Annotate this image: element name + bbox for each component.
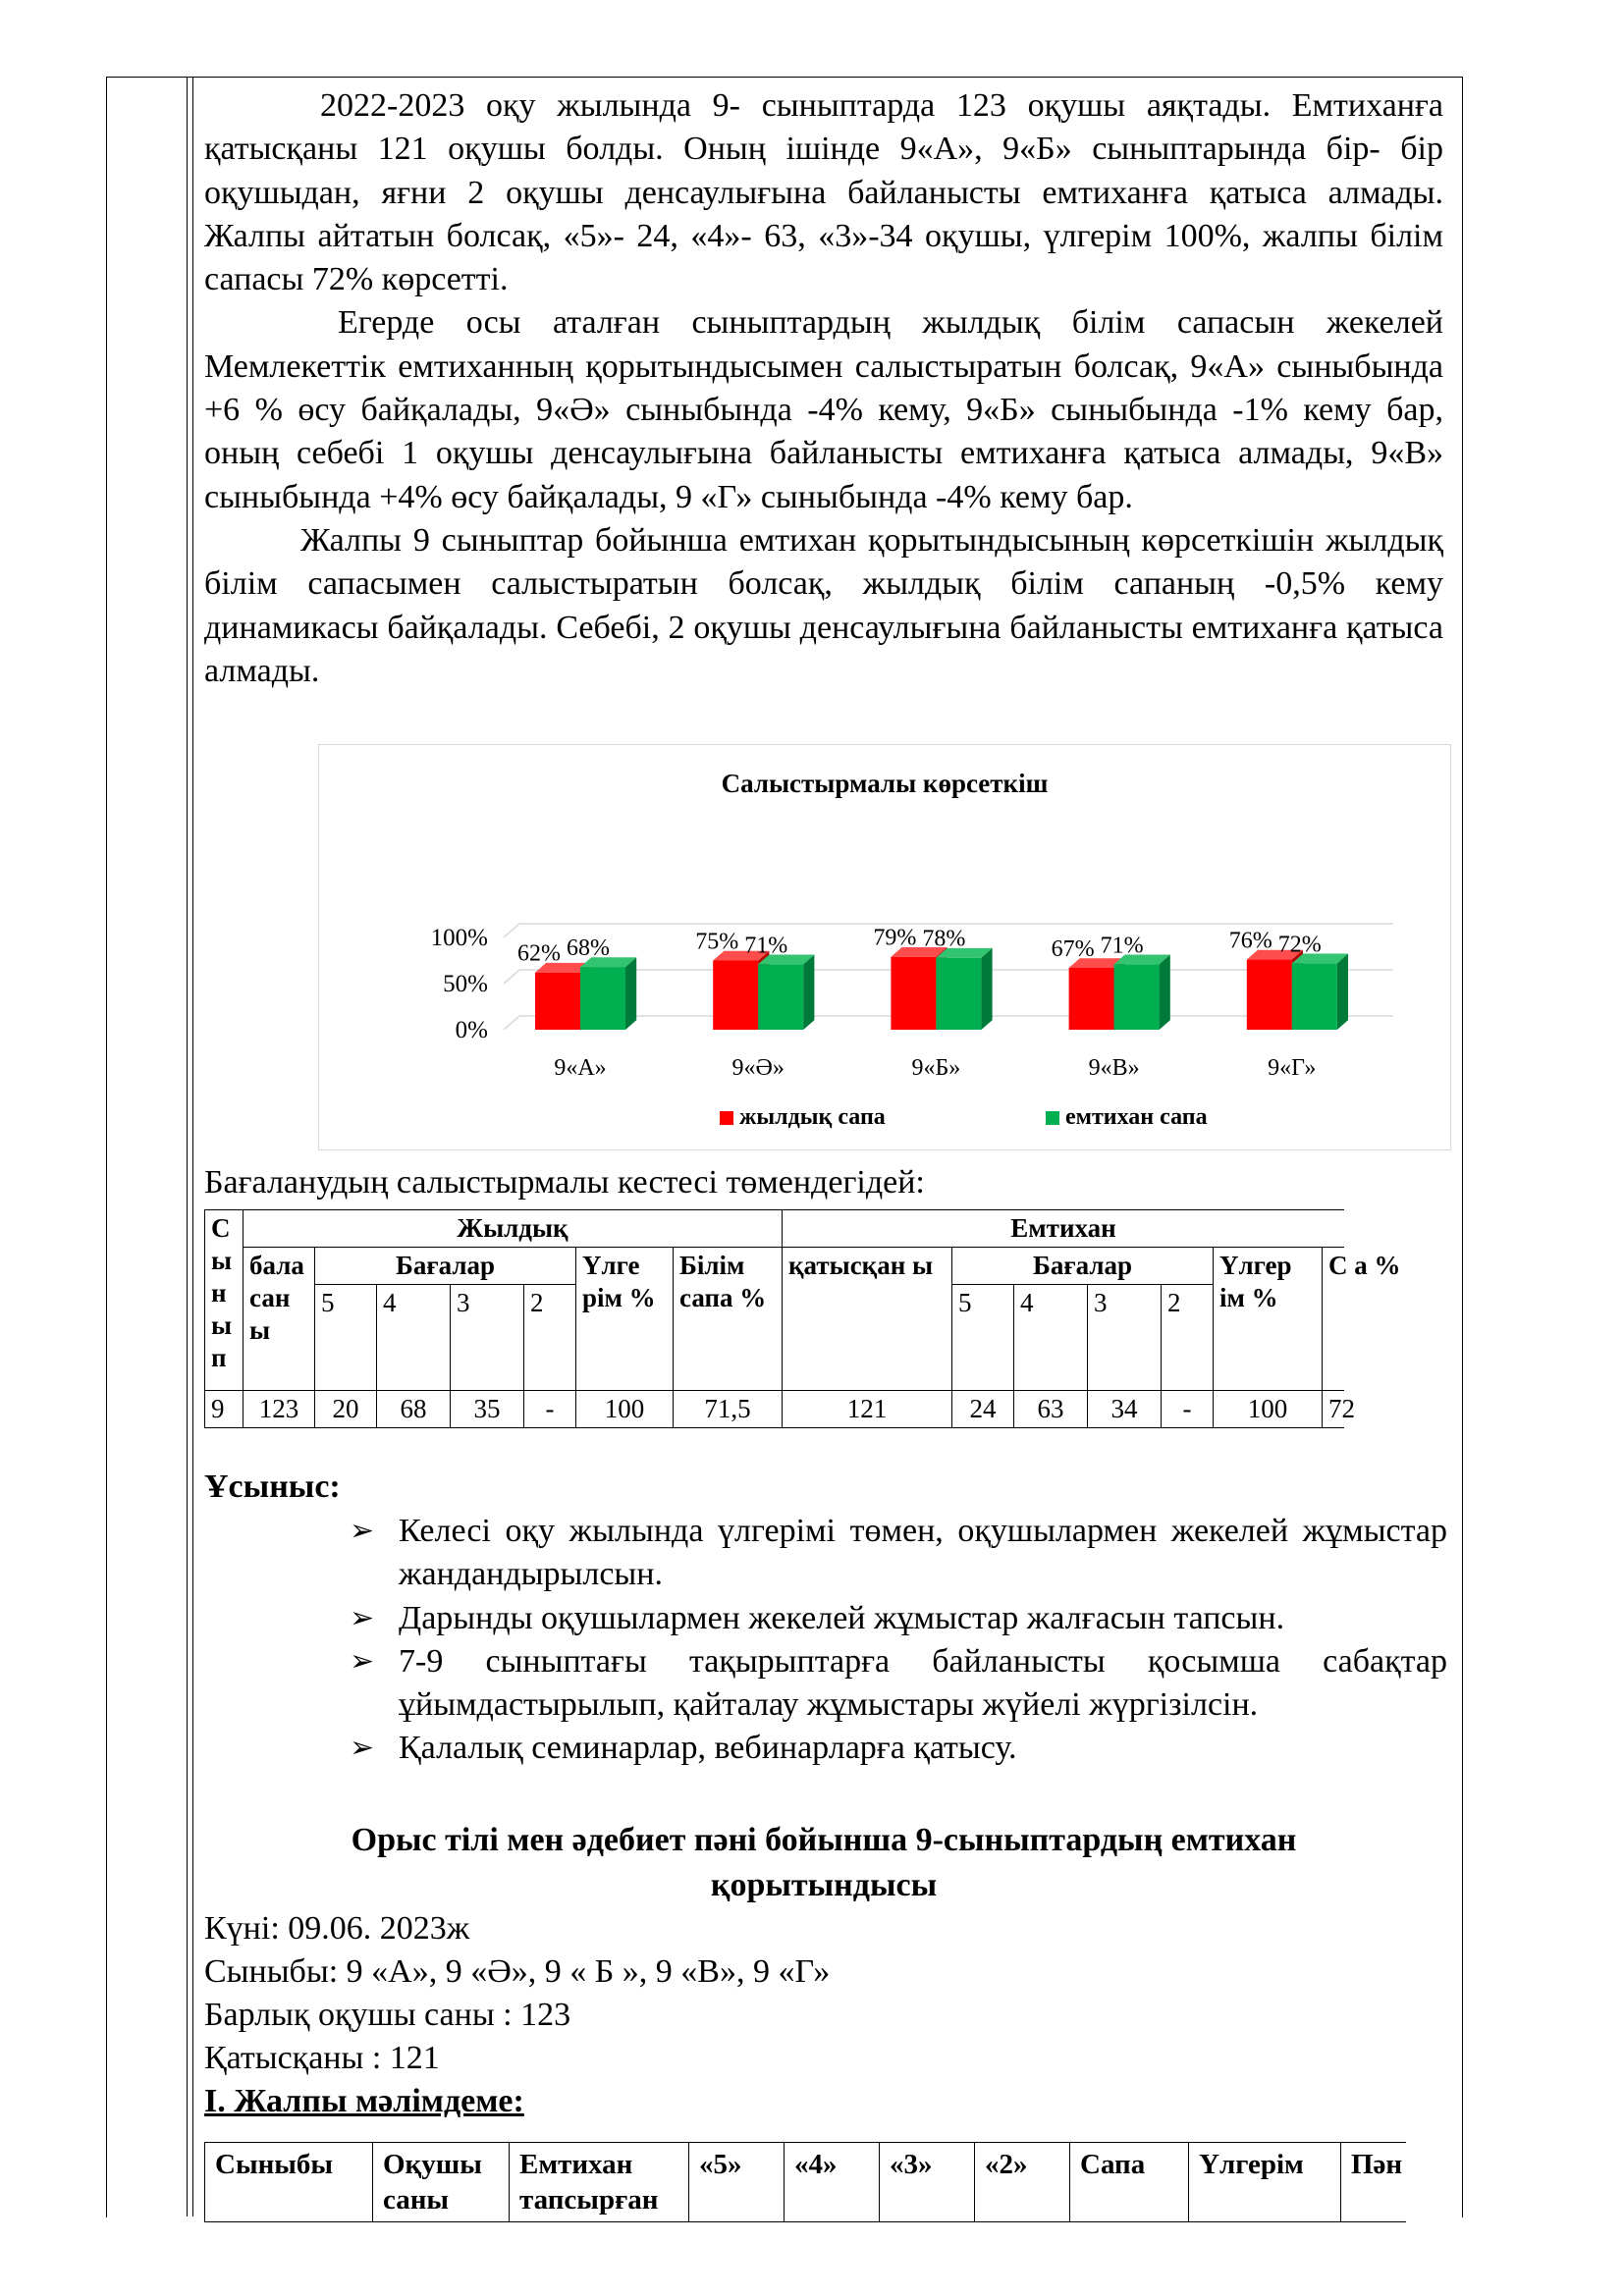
- frame-divider-inner: [192, 77, 193, 2216]
- info-date: Күні: 09.06. 2023ж: [204, 1910, 470, 1947]
- cell: 71,5: [674, 1391, 783, 1428]
- legend-label-exam: емтихан сапа: [1065, 1104, 1208, 1130]
- section-title: [204, 1818, 1443, 1908]
- grades-comparison-table: [204, 1209, 1401, 1428]
- data-label: 67%: [1051, 936, 1095, 963]
- list-item: [344, 1640, 1447, 1728]
- header-exam-g2: 2: [1162, 1285, 1214, 1391]
- legend-swatch-annual: [720, 1111, 733, 1125]
- cell: 123: [244, 1391, 315, 1428]
- bar-side: [803, 954, 814, 1030]
- legend-item-exam: [1046, 1104, 1208, 1131]
- header-exam-g5: 5: [952, 1285, 1014, 1391]
- header-annual-quality: Білім сапа %: [674, 1248, 783, 1391]
- x-tick-label: 9«Б»: [911, 1055, 961, 1081]
- info-classes: Сыныбы: 9 «А», 9 «Ә», 9 « Б », 9 «В», 9 «Г»: [204, 1953, 831, 1990]
- y-tick-label: 100%: [430, 925, 488, 951]
- cell: 63: [1014, 1391, 1088, 1428]
- bar: [535, 973, 580, 1030]
- list-item-text: Дарынды оқушылармен жекелей жұмыстар жалғасын тапсын.: [399, 1599, 1285, 1636]
- legend-item-annual: [720, 1104, 886, 1131]
- paragraph-1: 2022-2023 оқу жылында 9- сыныптарда 123 оқушы аяқтады. Емтиханға қатысқаны 121 оқушы болды. Оның ішінде 9«А», 9«Б» сыныптарында бір- бір оқушыдан, яғни 2 оқушы денсаулығына байланысты емтиханға қатыса алмады. Жалпы айтатын болсақ, «5»- 24, «4»- 63, «3»-34 оқушы, үлгерім 100%, жалпы білім сапасы 72% көрсетті.: [204, 87, 1443, 298]
- cell: 68: [377, 1391, 451, 1428]
- list-item-text: 7-9 сыныптағы тақырыптарға байланысты қосымша сабақтар ұйымдастырылып, қайталау жұмыстары жүйелі жүргізілсін.: [399, 1642, 1447, 1724]
- header-annual: Жылдық: [244, 1210, 783, 1248]
- bar: [580, 967, 625, 1030]
- table-row: [205, 1391, 1345, 1428]
- summary-table: [204, 2142, 1406, 2222]
- bar: [758, 964, 803, 1030]
- chart-plot: [319, 745, 1450, 1104]
- data-label: 76%: [1228, 928, 1272, 954]
- gridline-diagonal: [504, 970, 519, 984]
- summary-header: «3»: [880, 2143, 975, 2222]
- data-label: 62%: [517, 940, 561, 967]
- chart-legend: [319, 1104, 1450, 1134]
- table-caption: Бағаланудың салыстырмалы кестесі төмендегідей:: [204, 1164, 925, 1201]
- cell: 121: [783, 1391, 952, 1428]
- summary-header: Сыныбы: [205, 2143, 373, 2222]
- data-label: 78%: [922, 926, 966, 952]
- x-tick-label: 9«В»: [1088, 1055, 1140, 1081]
- list-item-text: Қалалық семинарлар, вебинарларға қатысу.: [399, 1730, 1017, 1767]
- frame-divider: [187, 77, 188, 2216]
- data-label: 72%: [1277, 932, 1322, 958]
- arrow-bullet-icon: ➢: [350, 1514, 375, 1548]
- y-tick-label: 0%: [455, 1017, 488, 1043]
- header-exam-progress: Үлгер ім %: [1214, 1248, 1323, 1391]
- list-item-text: Келесі оқу жылында үлгерімі төмен, оқушылармен жекелей жұмыстар жандандырылсын.: [399, 1513, 1447, 1593]
- x-tick-label: 9«Ә»: [731, 1055, 785, 1081]
- header-exam-g3: 3: [1088, 1285, 1162, 1391]
- bar: [1069, 968, 1114, 1030]
- header-g2: 2: [524, 1285, 576, 1391]
- section-title-text: Орыс тілі мен әдебиет пәні бойынша 9-сыныптардың емтихан қорытындысы: [351, 1822, 1297, 1903]
- summary-header: Үлгерім: [1189, 2143, 1341, 2222]
- data-label: 71%: [744, 933, 788, 959]
- bar-side: [625, 957, 636, 1030]
- gridline-diagonal: [504, 924, 519, 937]
- bar: [1247, 960, 1292, 1030]
- header-count: бала сан ы: [244, 1248, 315, 1391]
- header-class: С ы н ы п: [205, 1210, 244, 1391]
- cell: 100: [1214, 1391, 1323, 1428]
- summary-header: Сапа: [1070, 2143, 1189, 2222]
- summary-header: «2»: [975, 2143, 1070, 2222]
- cell: -: [1162, 1391, 1214, 1428]
- summary-header-text: Пән: [1351, 2149, 1403, 2180]
- list-item: [344, 1597, 1447, 1640]
- arrow-bullet-icon: ➢: [350, 1731, 375, 1766]
- cell: 24: [952, 1391, 1014, 1428]
- summary-header: [1341, 2143, 1407, 2222]
- x-tick-label: 9«Г»: [1268, 1055, 1317, 1081]
- bar: [1114, 964, 1160, 1030]
- x-tick-label: 9«А»: [554, 1055, 607, 1081]
- header-g3: 3: [451, 1285, 524, 1391]
- cell: 20: [315, 1391, 377, 1428]
- cell: [1323, 1391, 1355, 1428]
- cell: 100: [576, 1391, 674, 1428]
- legend-label-annual: жылдық сапа: [739, 1104, 886, 1130]
- header-exam-quality-text: С а %: [1328, 1251, 1401, 1280]
- list-item: [344, 1727, 1447, 1770]
- summary-header: Оқушы саны: [373, 2143, 510, 2222]
- bar: [713, 961, 758, 1031]
- paragraph-2: Егерде осы аталған сыныптардың жылдық білім сапасын жекелей Мемлекеттік емтиханның қорытындысымен салыстыратын болсақ, 9«А» сыныбында +6 % өсу байқалады, 9«Ә» сыныбында -4% кему, 9«Б» сыныбында -1% кему бар, оның себебі 1 оқушы денсаулығына байланысты емтиханға қатыса алмады, 9«В» сыныбында +4% өсу байқалады, 9 «Г» сыныбында -4% кему бар.: [204, 304, 1443, 515]
- y-tick-label: 50%: [443, 971, 488, 997]
- chart-title: Салыстырмалы көрсеткіш: [721, 769, 1049, 798]
- summary-header: Емтихан тапсырған: [510, 2143, 689, 2222]
- header-annual-progress: Үлге рім %: [576, 1248, 674, 1391]
- header-g5: 5: [315, 1285, 377, 1391]
- arrow-bullet-icon: ➢: [350, 1643, 375, 1679]
- bar-side: [981, 948, 992, 1030]
- header-annual-grades: Бағалар: [315, 1248, 576, 1285]
- legend-swatch-exam: [1046, 1111, 1059, 1125]
- bar: [891, 957, 936, 1030]
- cell: 9: [205, 1391, 244, 1428]
- general-statement-heading: І. Жалпы мәлімдеме:: [204, 2083, 524, 2119]
- data-label: 75%: [695, 929, 739, 955]
- data-label: 79%: [873, 925, 917, 951]
- header-participated: қатысқан ы: [783, 1248, 952, 1391]
- header-exam: Емтихан: [783, 1210, 1345, 1248]
- header-g4: 4: [377, 1285, 451, 1391]
- list-item: [344, 1510, 1447, 1597]
- bar-side: [1160, 954, 1170, 1030]
- main-text: [204, 84, 1443, 693]
- header-exam-g4: 4: [1014, 1285, 1088, 1391]
- bar-side: [1337, 954, 1348, 1030]
- cell-text: 72: [1328, 1394, 1355, 1423]
- info-total: Барлық оқушы саны : 123: [204, 1997, 571, 2033]
- info-participated: Қатысқаны : 121: [204, 2040, 440, 2076]
- summary-header: «5»: [689, 2143, 785, 2222]
- data-label: 71%: [1100, 933, 1144, 959]
- cell: 34: [1088, 1391, 1162, 1428]
- cell: 35: [451, 1391, 524, 1428]
- bar: [936, 958, 981, 1030]
- summary-header: «4»: [785, 2143, 880, 2222]
- bar: [1292, 963, 1337, 1030]
- cell: -: [524, 1391, 576, 1428]
- arrow-bullet-icon: ➢: [350, 1600, 375, 1635]
- header-exam-quality: [1323, 1248, 1401, 1391]
- data-label: 68%: [567, 935, 610, 962]
- gridline-diagonal: [504, 1016, 519, 1030]
- paragraph-3: Жалпы 9 сыныптар бойынша емтихан қорытындысының көрсеткішін жылдық білім сапасымен салыстыратын болсақ, жылдық білім сапаның -0,5% кему динамикасы байқалады. Себебі, 2 оқушы денсаулығына байланысты емтиханға қатыса алмады.: [204, 521, 1443, 689]
- header-exam-grades: Бағалар: [952, 1248, 1214, 1285]
- recommendations-list: [344, 1510, 1447, 1771]
- comparison-chart: [318, 744, 1451, 1150]
- recommendations-heading: Ұсыныс:: [204, 1468, 341, 1505]
